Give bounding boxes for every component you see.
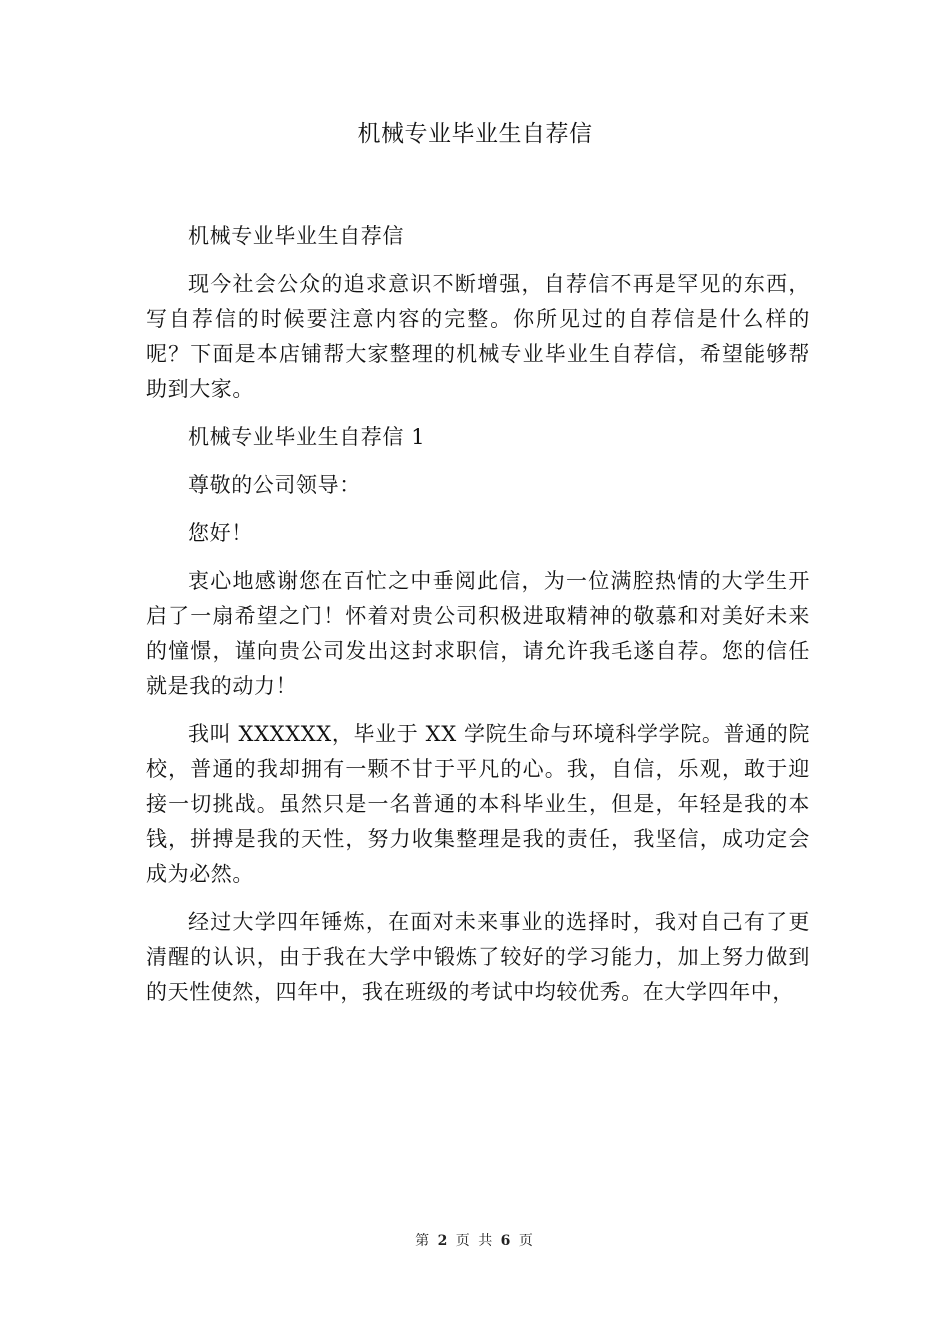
body-paragraph: 衷心地感谢您在百忙之中垂阅此信，为一位满腔热情的大学生开启了一扇希望之门！怀着对贵公司积极进取精神的敬慕和对美好未来的憧憬，谨向贵公司发出这封求职信，请允许我毛遂自荐。您的信任就是我的动力！ <box>146 569 810 698</box>
body-paragraph: 我叫 XXXXXX，毕业于 XX 学院生命与环境科学学院。普通的院校，普通的我却拥有一颗不甘于平凡的心。我，自信，乐观，敢于迎接一切挑战。虽然只是一名普通的本科毕业生，但是，年轻是我的本钱，拼搏是我的天性，努力收集整理是我的责任，我坚信，成功定会成为必然。 <box>146 722 810 886</box>
current-page-number: 2 <box>437 1233 450 1249</box>
letter-heading: 机械专业毕业生自荐信 1 <box>188 425 426 449</box>
footer-suffix: 页 <box>518 1233 535 1249</box>
section-heading: 机械专业毕业生自荐信 <box>188 224 404 248</box>
document-body <box>146 219 810 1023</box>
total-page-number: 6 <box>500 1233 513 1249</box>
salutation: 尊敬的公司领导： <box>188 473 361 497</box>
greeting: 您好！ <box>188 521 253 545</box>
intro-paragraph: 现今社会公众的追求意识不断增强，自荐信不再是罕见的东西，写自荐信的时候要注意内容的完整。你所见过的自荐信是什么样的呢？下面是本店铺帮大家整理的机械专业毕业生自荐信，希望能够帮助到大家。 <box>146 272 810 401</box>
page-footer <box>0 1231 950 1251</box>
document-title: 机械专业毕业生自荐信 <box>357 121 593 147</box>
footer-prefix: 第 <box>415 1233 432 1249</box>
body-paragraph: 经过大学四年锤炼，在面对未来事业的选择时，我对自己有了更清醒的认识，由于我在大学中锻炼了较好的学习能力，加上努力做到的天性使然，四年中，我在班级的考试中均较优秀。在大学四年中， <box>146 910 810 1004</box>
footer-middle: 页 共 <box>455 1233 495 1249</box>
